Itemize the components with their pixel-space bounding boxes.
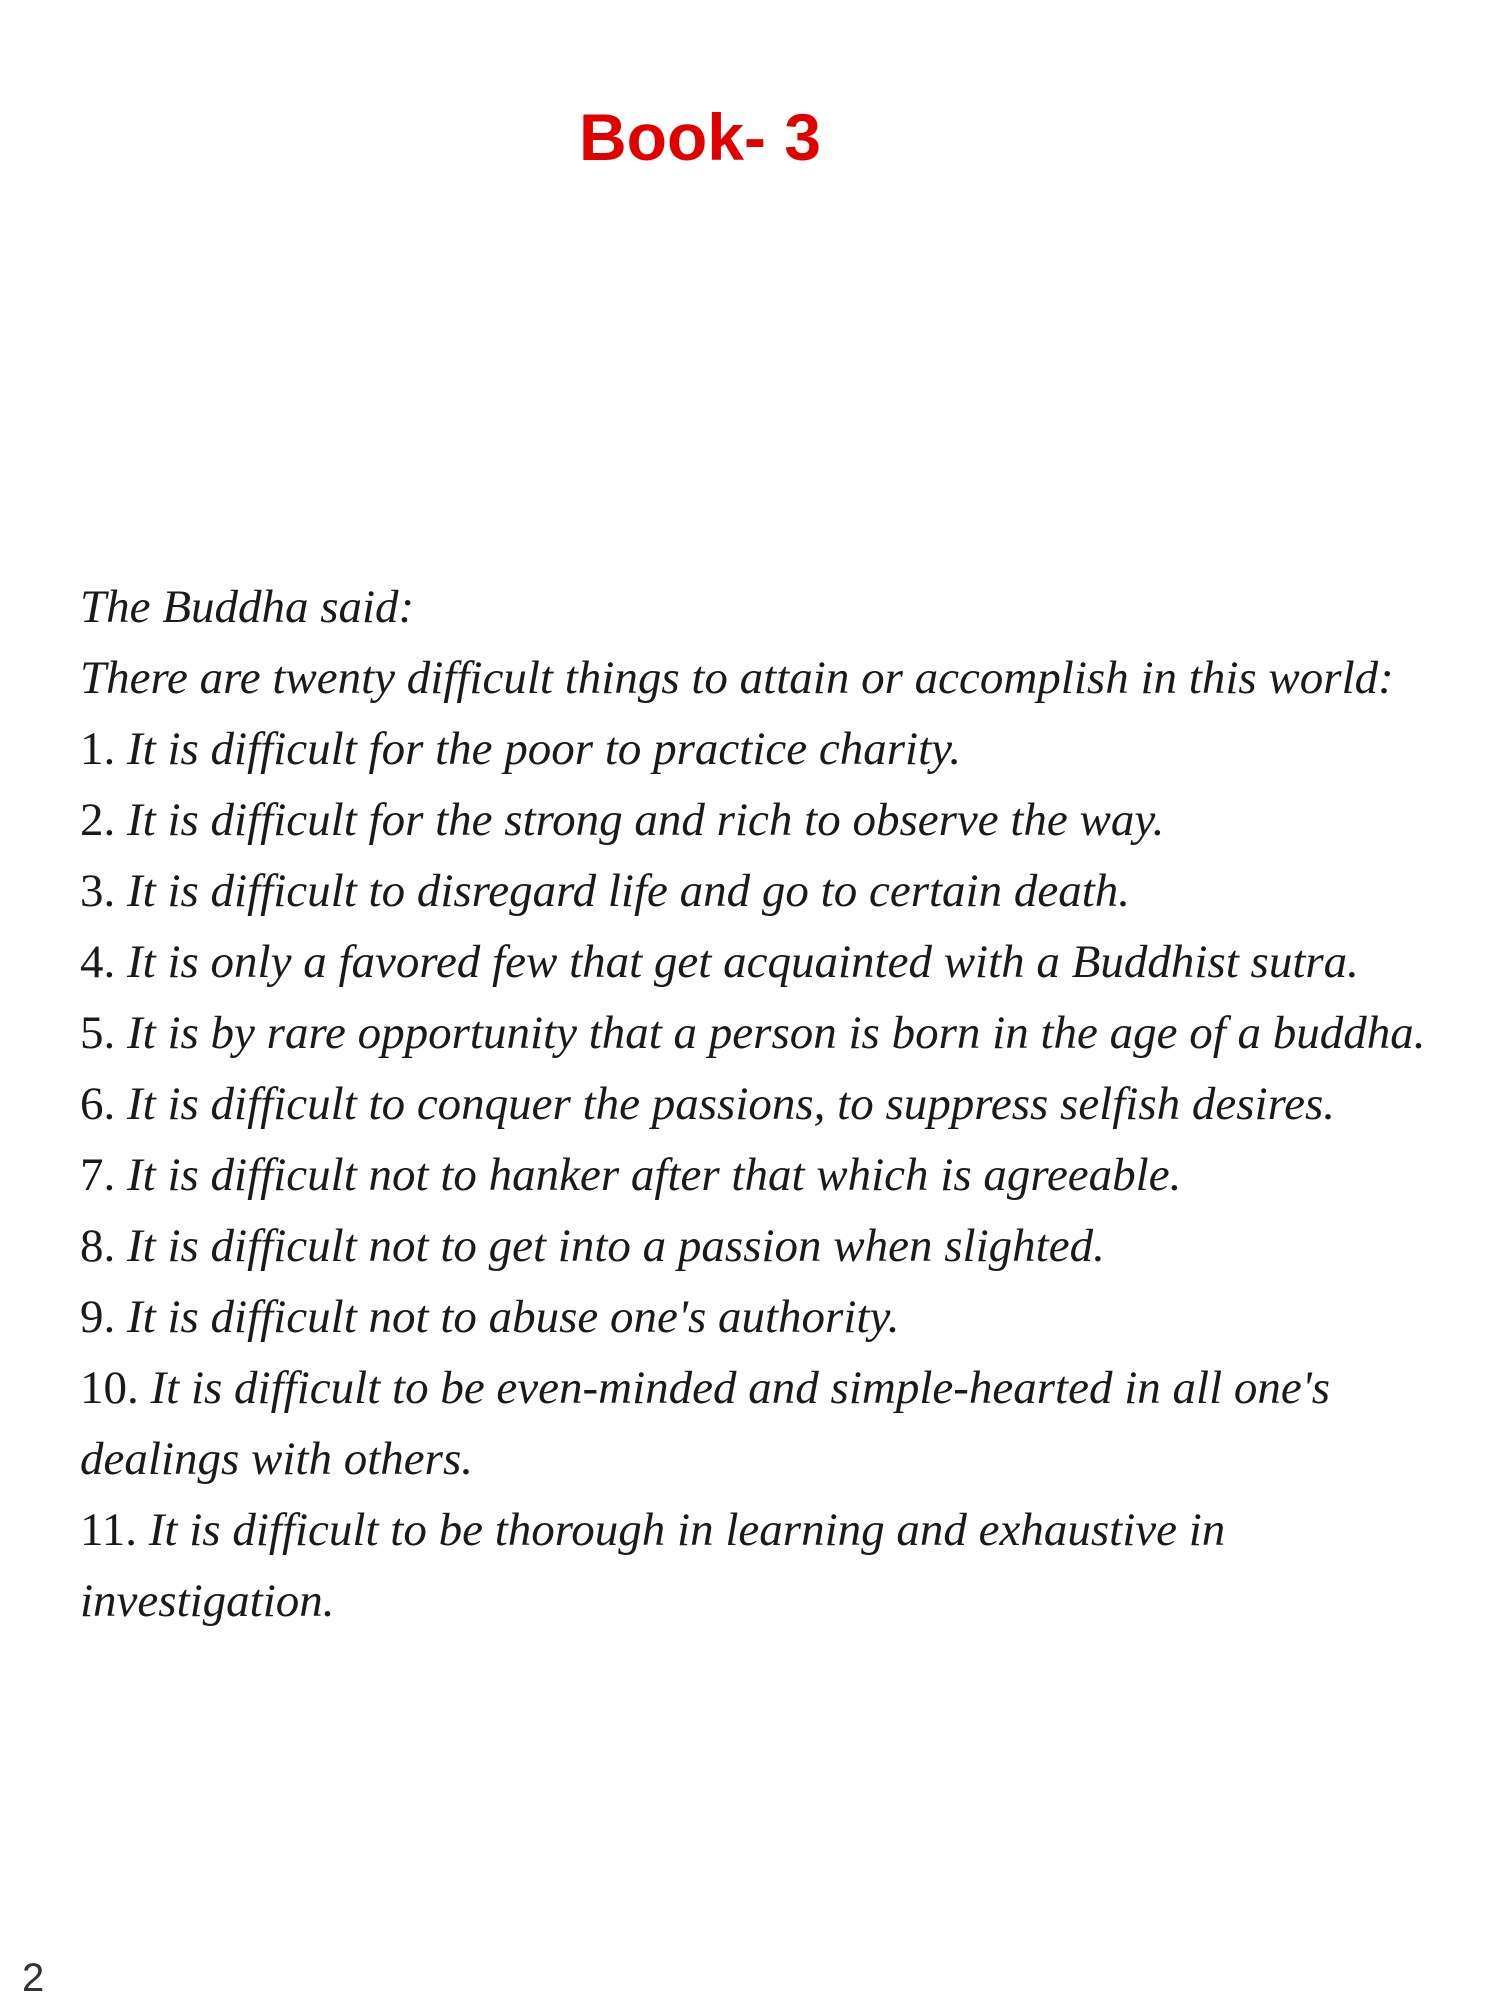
- item-text: It is only a favored few that get acquainted with a Buddhist sutra.: [127, 936, 1359, 988]
- item-number: 3.: [80, 865, 116, 917]
- list-item: [80, 785, 1490, 856]
- page-number: 2: [22, 1956, 45, 2000]
- list-item: [80, 1211, 1490, 1282]
- speaker-line: The Buddha said:: [80, 581, 415, 633]
- item-text: It is difficult for the poor to practice charity.: [127, 723, 962, 775]
- item-number: 2.: [80, 794, 116, 846]
- item-text: It is difficult to disregard life and go to certain death.: [127, 865, 1131, 917]
- item-text: It is difficult not to get into a passion when slighted.: [127, 1220, 1105, 1272]
- item-text: It is difficult not to hanker after that which is agreeable.: [127, 1149, 1182, 1201]
- list-item: [80, 714, 1490, 785]
- list-item: [80, 1140, 1490, 1211]
- list-item: [80, 1069, 1490, 1140]
- item-number: 9.: [80, 1291, 116, 1343]
- list-item: [80, 927, 1490, 998]
- item-text: It is difficult to be even-minded and simple-hearted in all one's dealings with others.: [80, 1362, 1331, 1485]
- item-number: 1.: [80, 723, 116, 775]
- item-number: 5.: [80, 1007, 116, 1059]
- item-number: 4.: [80, 936, 116, 988]
- item-number: 11.: [80, 1504, 138, 1556]
- list-item: [80, 1495, 1490, 1637]
- item-text: It is by rare opportunity that a person is born in the age of a buddha.: [127, 1007, 1426, 1059]
- intro-statement: There are twenty difficult things to attain or accomplish in this world:: [80, 652, 1394, 704]
- item-text: It is difficult to conquer the passions, to suppress selfish desires.: [127, 1078, 1336, 1130]
- item-number: 6.: [80, 1078, 116, 1130]
- item-text: It is difficult to be thorough in learning and exhaustive in investigation.: [80, 1504, 1226, 1627]
- item-number: 10.: [80, 1362, 139, 1414]
- list-item: [80, 998, 1490, 1069]
- item-text: It is difficult not to abuse one's authority.: [127, 1291, 900, 1343]
- item-number: 8.: [80, 1220, 116, 1272]
- list-item: [80, 856, 1490, 927]
- item-text: It is difficult for the strong and rich to observe the way.: [127, 794, 1165, 846]
- list-item: [80, 1353, 1490, 1495]
- list-item: [80, 1282, 1490, 1353]
- item-number: 7.: [80, 1149, 116, 1201]
- document-body: [80, 572, 1490, 1637]
- book-title: Book- 3: [578, 100, 822, 174]
